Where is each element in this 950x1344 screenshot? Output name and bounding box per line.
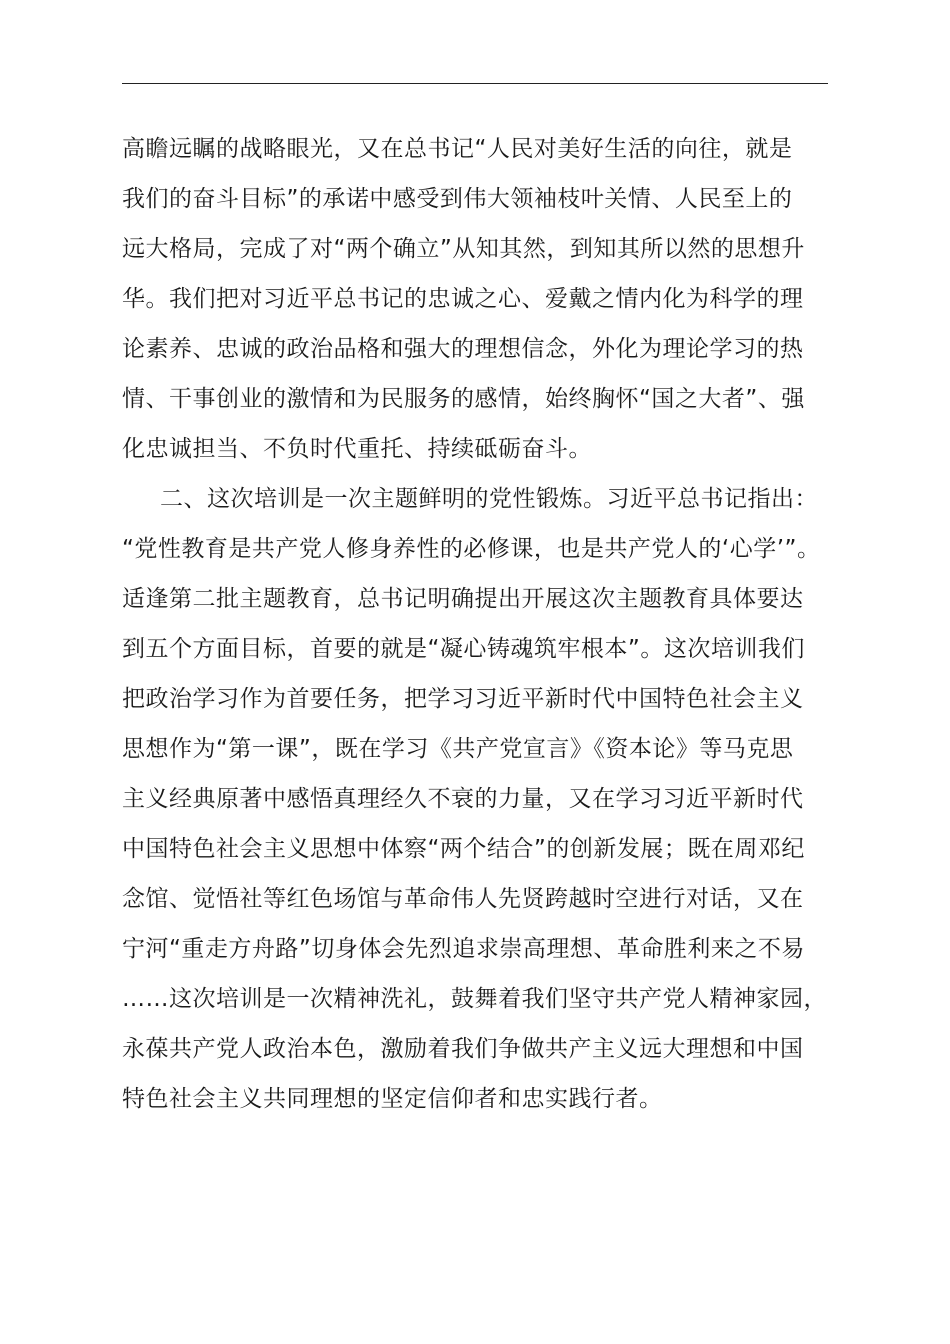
- text-line: 论素养、忠诚的政治品格和强大的理想信念，外化为理论学习的热: [122, 336, 804, 362]
- text-line: 情、干事创业的激情和为民服务的感情，始终胸怀“国之大者”、强: [122, 386, 805, 412]
- text-line: 到五个方面目标，首要的就是“凝心铸魂筑牢根本”。这次培训我们: [122, 636, 805, 662]
- header-rule: [122, 83, 828, 84]
- text-line: 中国特色社会主义思想中体察“两个结合”的创新发展；既在周邓纪: [122, 836, 805, 862]
- text-line: ……这次培训是一次精神洗礼，鼓舞着我们坚守共产党人精神家园，: [122, 986, 827, 1012]
- text-line: 适逢第二批主题教育，总书记明确提出开展这次主题教育具体要达: [122, 586, 804, 612]
- text-line: 远大格局，完成了对“两个确立”从知其然，到知其所以然的思想升: [122, 236, 805, 262]
- text-line: 华。我们把对习近平总书记的忠诚之心、爱戴之情内化为科学的理: [122, 286, 804, 312]
- text-line: 特色社会主义共同理想的坚定信仰者和忠实践行者。: [122, 1086, 663, 1112]
- text-line: 高瞻远瞩的战略眼光，又在总书记“人民对美好生活的向往，就是: [122, 136, 793, 162]
- text-line: 化忠诚担当、不负时代重托、持续砥砺奋斗。: [122, 436, 592, 462]
- text-line: 思想作为“第一课”，既在学习《共产党宣言》《资本论》等马克思: [122, 736, 794, 762]
- text-line: “党性教育是共产党人修身养性的必修课，也是共产党人的‘心学’”。: [122, 536, 821, 562]
- text-line: 永葆共产党人政治本色，激励着我们争做共产主义远大理想和中国: [122, 1036, 804, 1062]
- text-line: 二、这次培训是一次主题鲜明的党性锻炼。习近平总书记指出：: [160, 486, 818, 512]
- text-line: 我们的奋斗目标”的承诺中感受到伟大领袖枝叶关情、人民至上的: [122, 186, 793, 212]
- text-line: 念馆、觉悟社等红色场馆与革命伟人先贤跨越时空进行对话，又在: [122, 886, 804, 912]
- text-line: 把政治学习作为首要任务，把学习习近平新时代中国特色社会主义: [122, 686, 804, 712]
- text-line: 主义经典原著中感悟真理经久不衰的力量，又在学习习近平新时代: [122, 786, 804, 812]
- text-line: 宁河“重走方舟路”切身体会先烈追求崇高理想、革命胜利来之不易: [122, 936, 805, 962]
